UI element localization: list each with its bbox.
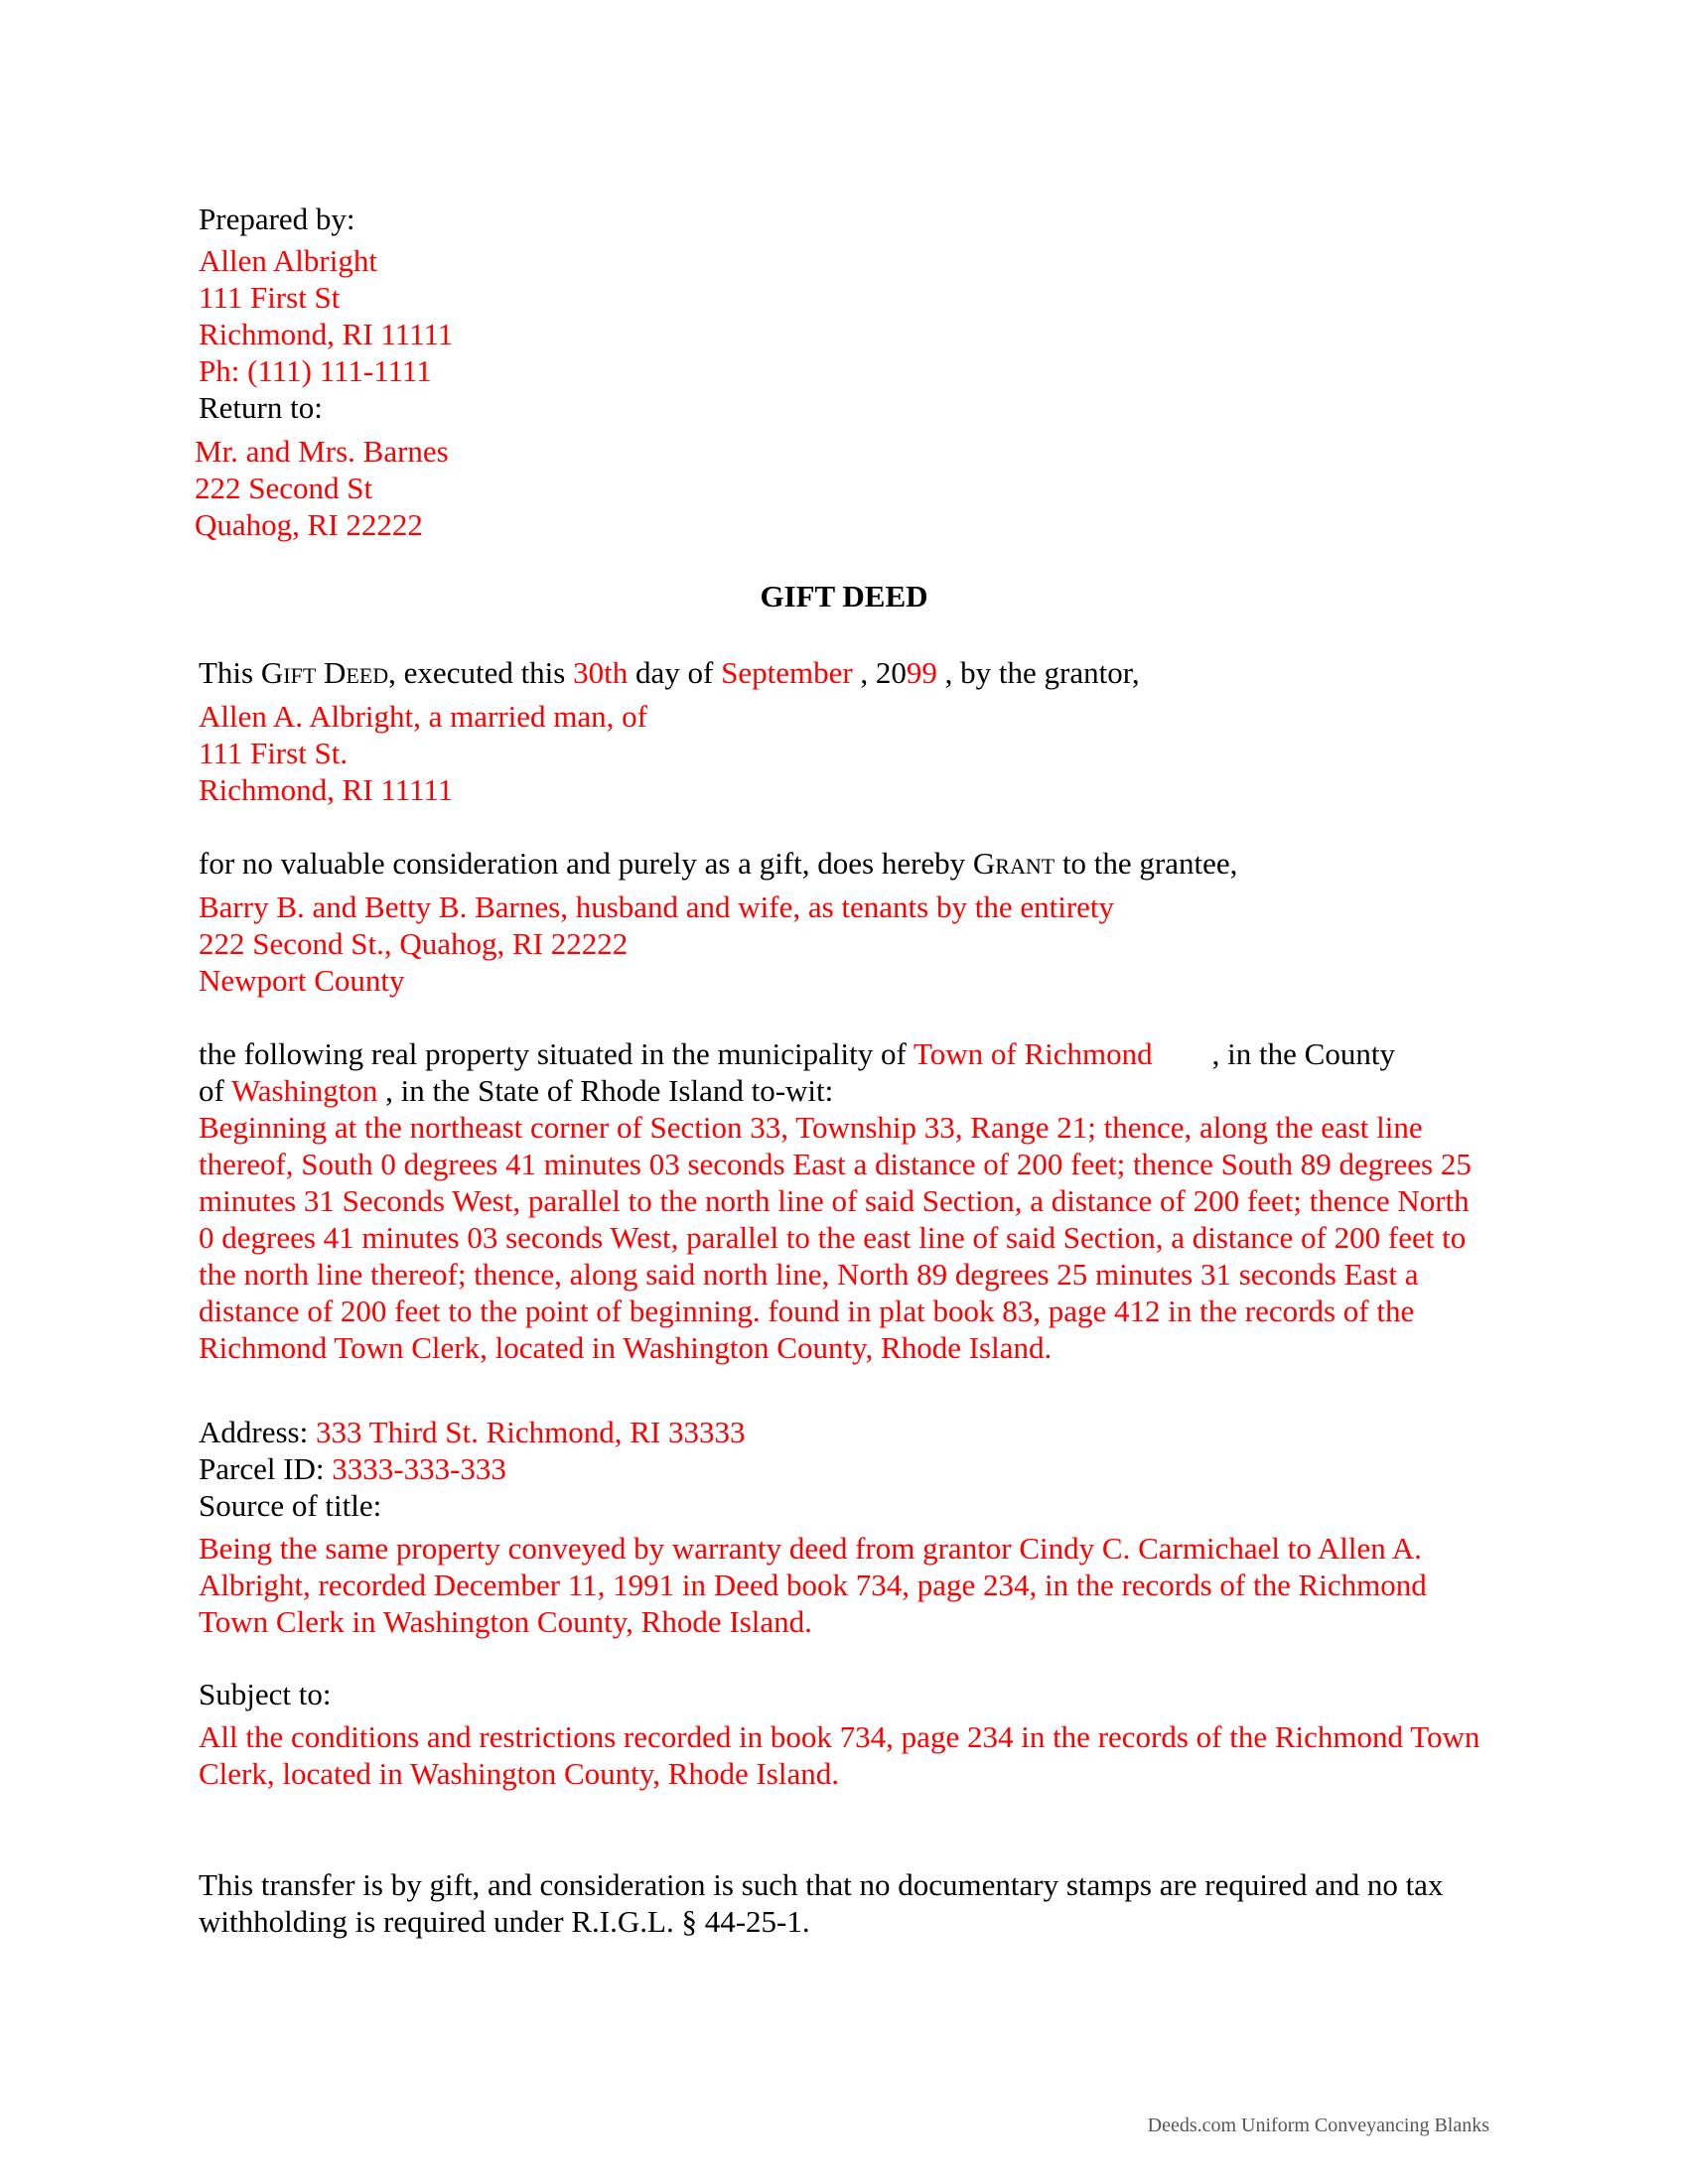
- grantee-line-2: 222 Second St., Quahog, RI 22222: [199, 926, 629, 961]
- grant-verb: Grant: [972, 846, 1055, 881]
- address-line: [199, 1414, 746, 1451]
- property-county: Washington: [231, 1073, 378, 1108]
- execution-text-this: This: [199, 655, 261, 690]
- return-city: Quahog, RI 22222: [195, 507, 423, 542]
- property-location-line-2: [199, 1072, 833, 1110]
- source-of-title-text: Being the same property conveyed by warranty deed from grantor Cindy C. Carmichael to Allen A. Albright, recorded December 11, 1991 in Deed book 734, page 234, in the records of the Richmond Town Clerk in Washington County, Rhode Island.: [199, 1531, 1427, 1639]
- property-text-3: of: [199, 1073, 232, 1108]
- return-street: 222 Second St: [195, 471, 373, 505]
- grantor-line-3: Richmond, RI 11111: [199, 772, 454, 807]
- execution-text-year-prefix: , 20: [852, 655, 907, 690]
- grantor-line-2: 111 First St.: [199, 736, 349, 770]
- prepared-by-label: Prepared by:: [199, 202, 355, 236]
- grantee-line-3: Newport County: [199, 963, 405, 998]
- deed-name: Gift Deed: [260, 655, 389, 690]
- preparer-name: Allen Albright: [199, 243, 377, 278]
- execution-text-day-of: day of: [628, 655, 722, 690]
- execution-year: 99: [906, 655, 937, 690]
- source-of-title-label: Source of title:: [199, 1488, 382, 1523]
- property-municipality: Town of Richmond: [914, 1036, 1153, 1071]
- preparer-phone: Ph: (111) 111-1111: [199, 353, 432, 388]
- property-text-2: , in the County: [1211, 1036, 1395, 1071]
- parcel-label: Parcel ID:: [199, 1451, 333, 1486]
- document-title: GIFT DEED: [760, 579, 928, 614]
- return-name: Mr. and Mrs. Barnes: [195, 434, 449, 469]
- parcel-line: [199, 1450, 506, 1488]
- subject-to-text: All the conditions and restrictions recorded in book 734, page 234 in the records of the Richmond Town Clerk, located in Washington County, Rhode Island.: [199, 1719, 1480, 1791]
- property-text-4: , in the State of Rhode Island to-wit:: [377, 1073, 834, 1108]
- return-to-label: Return to:: [199, 390, 323, 425]
- subject-to-label: Subject to:: [199, 1677, 332, 1711]
- execution-text-grantor: , by the grantor,: [936, 655, 1140, 690]
- preparer-street: 111 First St: [199, 280, 341, 315]
- preparer-city: Richmond, RI 11111: [199, 317, 454, 351]
- property-address: 333 Third St. Richmond, RI 33333: [315, 1415, 746, 1449]
- parcel-id: 3333-333-333: [332, 1451, 506, 1486]
- grantee-line-1: Barry B. and Betty B. Barnes, husband and wife, as tenants by the entirety: [199, 889, 1115, 924]
- execution-day: 30th: [573, 655, 629, 690]
- execution-line: [199, 654, 1140, 692]
- execution-month: September: [721, 655, 853, 690]
- property-location-line-1: [199, 1035, 1395, 1073]
- property-text-1: the following real property situated in the municipality of: [199, 1036, 914, 1071]
- address-label: Address:: [199, 1415, 316, 1449]
- footer-credit: Deeds.com Uniform Conveyancing Blanks: [1147, 2115, 1489, 2136]
- legal-description: Beginning at the northeast corner of Section 33, Township 33, Range 21; thence, along the east line thereof, South 0 degrees 41 minutes 03 seconds East a distance of 200 feet; thence South 89 degrees 25 minutes 31 Seconds West, parallel to the north line of said Section, a distance of 200 feet; thence North 0 degrees 41 minutes 03 seconds West, parallel to the east line of said Section, a distance of 200 feet to the north line thereof; thence, along said north line, North 89 degrees 25 minutes 31 seconds East a distance of 200 feet to the point of beginning. found in plat book 83, page 412 in the records of the Richmond Town Clerk, located in Washington County, Rhode Island.: [199, 1110, 1472, 1365]
- grantor-line-1: Allen A. Albright, a married man, of: [199, 699, 647, 734]
- grant-line: [199, 845, 1237, 883]
- grant-text-after: to the grantee,: [1055, 846, 1238, 881]
- grant-text-before: for no valuable consideration and purely as a gift, does hereby: [199, 846, 973, 881]
- transfer-note: This transfer is by gift, and consideration is such that no documentary stamps are required and no tax withholding is required under R.I.G.L. § 44-25-1.: [199, 1867, 1444, 1939]
- execution-text-executed: , executed this: [388, 655, 574, 690]
